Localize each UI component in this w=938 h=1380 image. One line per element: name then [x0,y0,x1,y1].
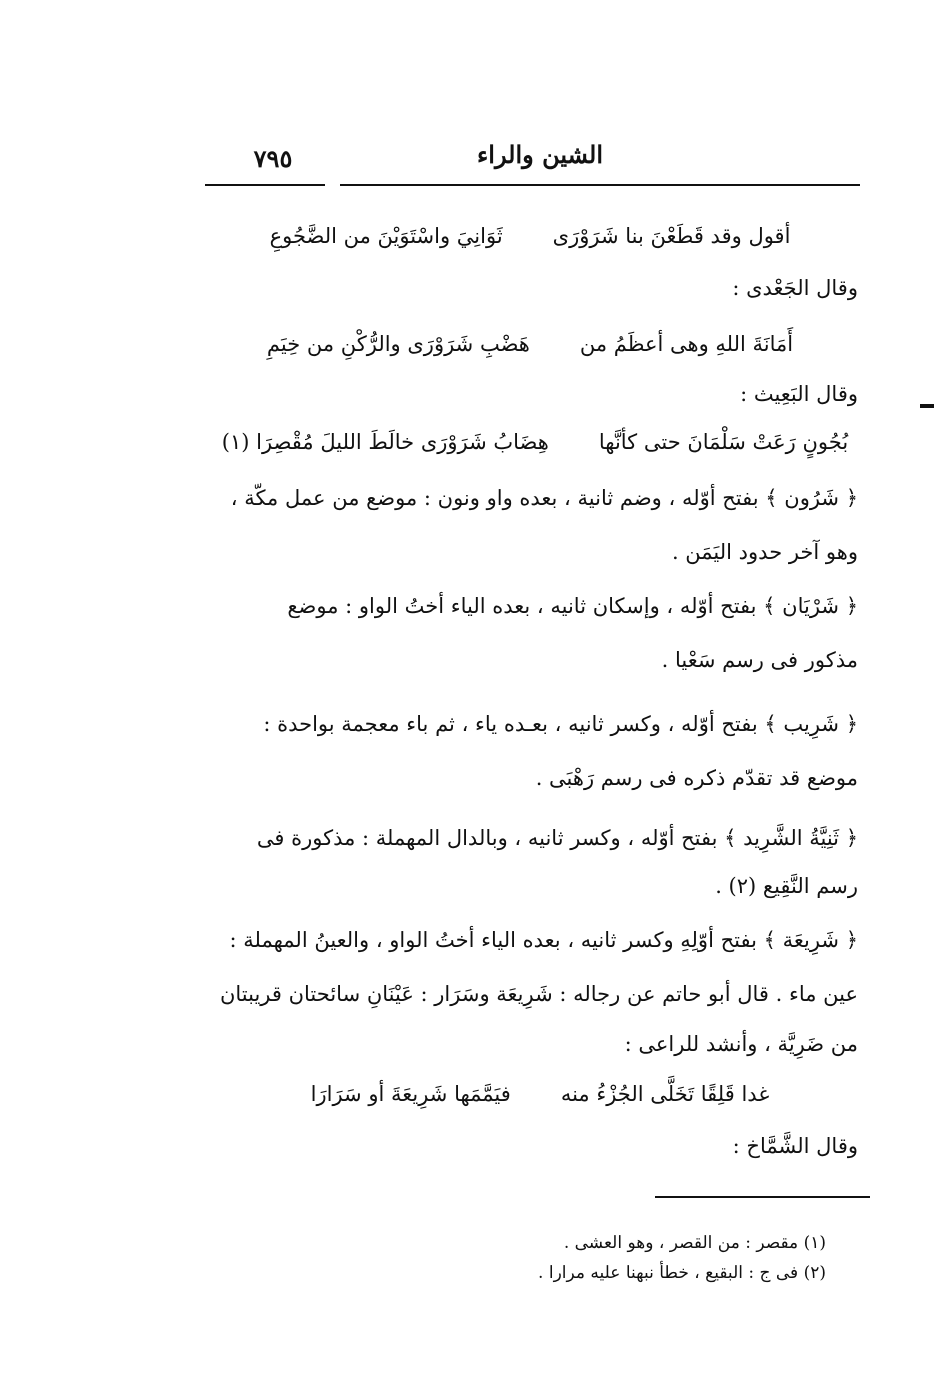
header-rule-left [205,184,325,186]
entry-line: مذكور فى رسم سَعْيا . [661,648,858,672]
verse-second-hemistich: هِضَابُ شَرَوْرَى خالَطَ الليلَ مُقْصِرَا (١) [221,430,549,454]
entry-line: موضع قد تقدّم ذكره فى رسم رَهْبَى . [535,766,858,790]
entry-line: ﴿ شَرْيَان ﴾ بفتح أوّله ، وإسكان ثانيه ، بعده الياء أختُ الواو : موضع [287,594,858,618]
verse-first-hemistich: أقول وقد قَطَعْنَ بنا شَرَوْرَى [552,224,791,248]
entry-line: ﴿ شَرُون ﴾ بفتح أوّله ، وضم ثانية ، بعده واو ونون : موضع من عمل مكّة ، [230,486,858,510]
verse-first-hemistich: بُجُونٍ رَعَتْ سَلْمَانَ حتى كأنَّها [598,430,849,454]
footnote: (٢) فى ج : البقيع ، خطأ نبهنا عليه مرارا . [538,1263,826,1283]
entry-line: ﴿ شَرِيعَة ﴾ بفتح أوّلِهِ وكسر ثانيه ، بعده الياء أختُ الواو ، والعينُ المهملة : [229,928,858,952]
verse-second-hemistich: ثَوَانِيَ واسْتَوَيْنَ من الضَّجُوعِ [269,224,503,248]
entry-line: من ضَرِيَّة ، وأنشد للراعى : [624,1032,858,1056]
verse-second-hemistich: فيَمَّمَها شَرِيعَةَ أو سَرَارَا [310,1082,511,1106]
entry-line: عين ماء . قال أبو حاتم عن رجاله : شَرِيعَة وسَرَار : عَيْنَانِ سائحتان قريبتان [219,982,858,1006]
footnote-rule [655,1196,870,1198]
entry-line: ﴿ شَرِيب ﴾ بفتح أوّله ، وكسر ثانيه ، بعـده ياء ، ثم باء معجمة بواحدة : [263,712,858,736]
verse-line [210,324,850,364]
header-rule-right [340,184,860,186]
verse-first-hemistich: أَمَانَةَ اللهِ وهى أعظَمُ من [579,332,794,356]
entry-line: رسم النَّقِيع (٢) . [715,874,858,898]
footnote: (١) مقصر : من القصر ، وهو العشى . [563,1233,826,1253]
verse-line [260,1074,820,1114]
margin-mark [920,404,934,408]
text-line: وقال الشَّمَّاخ : [732,1134,858,1158]
verse-line [210,422,860,462]
page-number: ٧٩٥ [253,144,293,173]
text-line: وقال البَعِيث : [740,382,858,406]
entry-line: وهو آخر حدود اليَمَن . [671,540,858,564]
text-line: وقال الجَعْدى : [732,276,858,300]
verse-line [210,216,850,256]
entry-line: ﴿ ثَنِيَّةُ الشَّرِيد ﴾ بفتح أوّله ، وكسر ثانيه ، وبالدال المهملة : مذكورة فى [256,826,858,850]
verse-first-hemistich: غدا قَلِقًا تَخَلَّى الجُزْءُ منه [560,1082,770,1106]
verse-second-hemistich: هَضْبِ شَرَوْرَى والرُّكْنِ من خِيَمِ [266,332,530,356]
running-title: الشين والراء [476,140,604,169]
